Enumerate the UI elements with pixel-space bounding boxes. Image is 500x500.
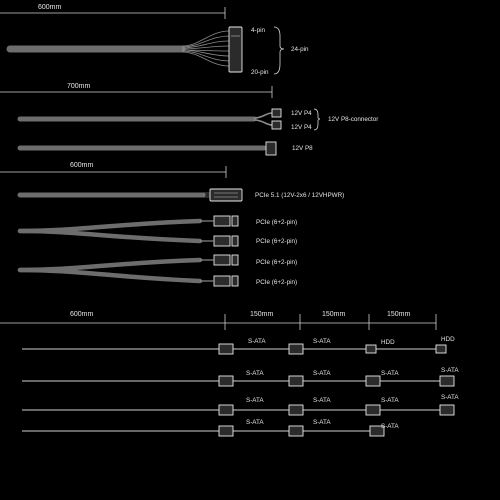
atx-brace <box>274 27 284 74</box>
sata-seg3-label: 150mm <box>387 311 411 318</box>
sata-row1-hdd1 <box>366 345 376 353</box>
pcie-b2-connector <box>214 276 230 286</box>
sata-row4-label1: S-ATA <box>246 419 264 426</box>
sata-row3-label1: S-ATA <box>246 397 264 404</box>
pcie-b1-label: PCIe (6+2-pin) <box>256 259 298 266</box>
sata-row4-conn1 <box>219 426 233 436</box>
sata-length-label: 600mm <box>70 311 94 318</box>
sata-row4-conn2 <box>289 426 303 436</box>
eps-p4a-label: 12V P4 <box>291 110 312 117</box>
eps-length-label: 700mm <box>67 83 91 90</box>
pcie-a1-connector <box>214 216 230 226</box>
pcie-a2-label: PCIe (6+2-pin) <box>256 238 298 245</box>
pcie-a-cable-2 <box>20 231 200 241</box>
atx-4pin-label: 4-pin <box>251 27 266 34</box>
pcie-b1-connector <box>214 255 230 265</box>
eps-p4b-label: 12V P4 <box>291 124 312 131</box>
atx-24pin-cable <box>0 4 309 76</box>
eps-p4-connector-b <box>272 121 281 129</box>
atx-wire-fan <box>182 31 229 66</box>
pcie-a2-2pin <box>232 236 238 246</box>
pcie-length-label: 600mm <box>70 162 94 169</box>
eps-group-label: 12V P8-connector <box>328 116 379 123</box>
pcie-a1-2pin <box>232 216 238 226</box>
atx-24pin-connector <box>229 27 242 72</box>
pcie-b-cable-2 <box>20 270 200 281</box>
sata-row2-label1: S-ATA <box>246 370 264 377</box>
eps-cable <box>0 83 378 155</box>
sata-row3-label3: S-ATA <box>381 397 399 404</box>
sata-row1-conn1 <box>219 344 233 354</box>
sata-row2-label3: S-ATA <box>381 370 399 377</box>
sata-row2-label2: S-ATA <box>313 370 331 377</box>
pcie-a2-connector <box>214 236 230 246</box>
eps-p8-connector <box>266 142 276 155</box>
pcie-a1-label: PCIe (6+2-pin) <box>256 219 298 226</box>
sata-row3-conn2 <box>289 405 303 415</box>
sata-row2-label4: S-ATA <box>441 367 459 374</box>
sata-row4-label3: S-ATA <box>381 423 399 430</box>
sata-row1-label1: S-ATA <box>248 338 266 345</box>
sata-row2-conn3 <box>366 376 380 386</box>
sata-row3-label2: S-ATA <box>313 397 331 404</box>
sata-row3-conn1 <box>219 405 233 415</box>
sata-row2-conn2 <box>289 376 303 386</box>
sata-row3-conn4 <box>440 405 454 415</box>
sata-cables <box>0 311 459 436</box>
sata-row1-label3: HDD <box>381 339 395 346</box>
sata-row1-hdd2 <box>436 345 446 353</box>
sata-row2-conn1 <box>219 376 233 386</box>
atx-24pin-label: 24-pin <box>291 46 309 53</box>
sata-row1-label2: S-ATA <box>313 338 331 345</box>
pcie-gen5-label: PCIe 5.1 (12V-2x6 / 12VHPWR) <box>255 192 345 199</box>
eps-p4-connector-a <box>272 109 281 117</box>
sata-row1-conn2 <box>289 344 303 354</box>
sata-row3-label4: S-ATA <box>441 394 459 401</box>
atx-20pin-label: 20-pin <box>251 69 269 76</box>
sata-row2-conn4 <box>440 376 454 386</box>
pcie-b2-2pin <box>232 276 238 286</box>
pcie-cables <box>0 162 344 286</box>
sata-row1-label4: HDD <box>441 336 455 343</box>
sata-seg2-label: 150mm <box>322 311 346 318</box>
sata-seg1-label: 150mm <box>250 311 274 318</box>
eps-brace <box>314 109 320 130</box>
pcie-b2-label: PCIe (6+2-pin) <box>256 279 298 286</box>
sata-row4-label2: S-ATA <box>313 419 331 426</box>
pcie-b1-2pin <box>232 255 238 265</box>
pcie-12vhpwr-connector <box>210 189 242 201</box>
sata-row3-conn3 <box>366 405 380 415</box>
atx-length-label: 600mm <box>38 4 62 11</box>
eps-p8-label: 12V P8 <box>292 145 313 152</box>
